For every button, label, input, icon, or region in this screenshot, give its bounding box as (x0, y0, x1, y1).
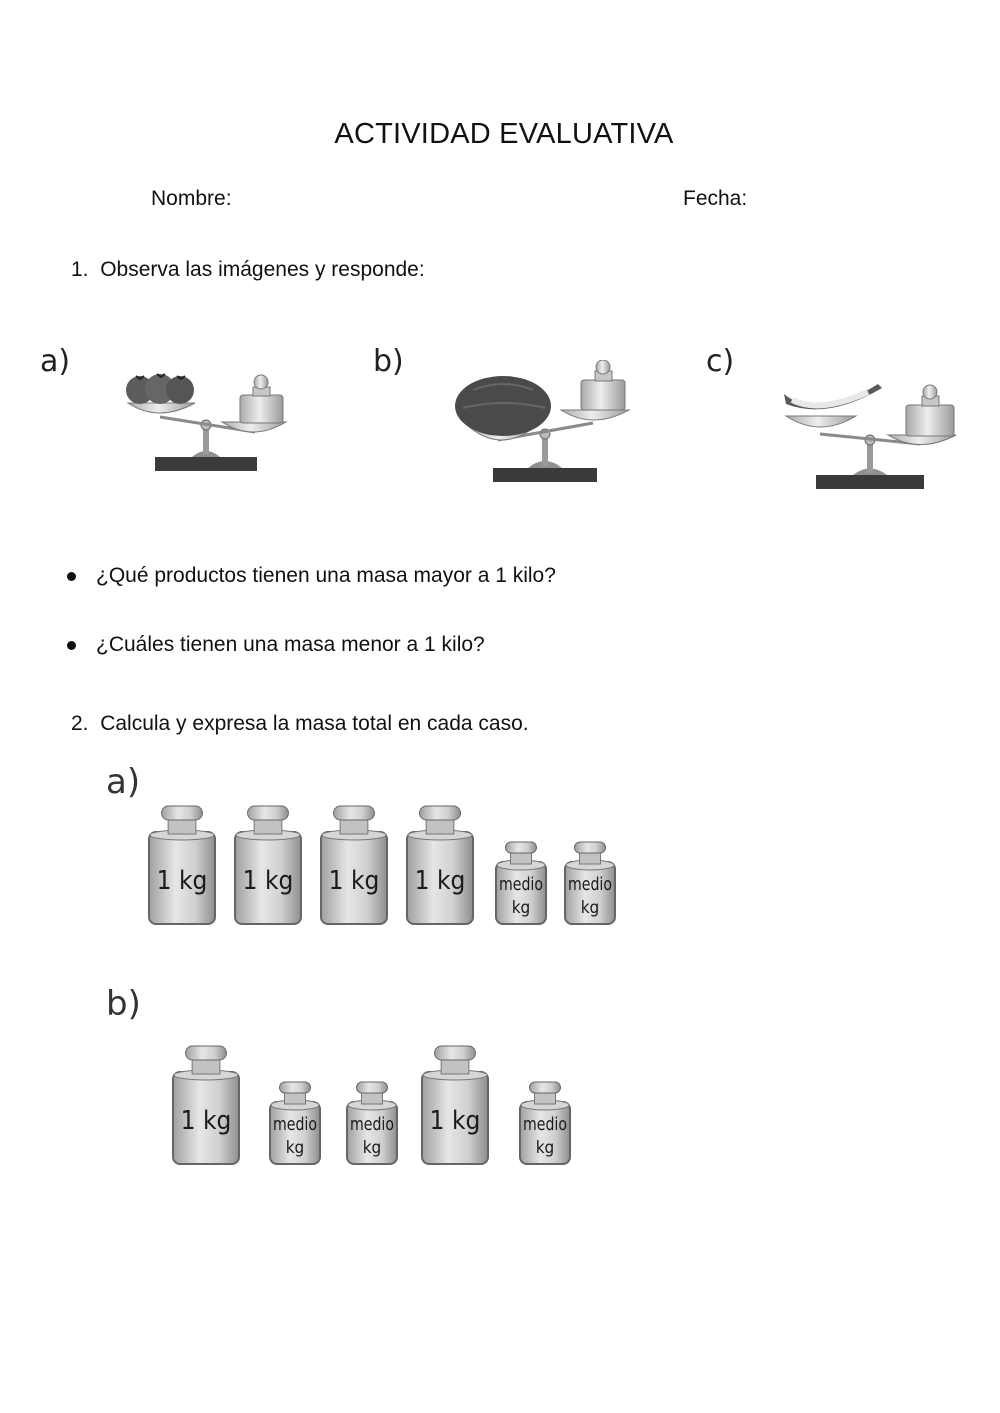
scale-b-letter: b) (373, 344, 404, 379)
weight-1kg-icon (235, 806, 301, 924)
weight-label-bottom: kg (580, 897, 600, 918)
weight-half-kg-icon (520, 1082, 570, 1164)
weight-half-kg-icon (347, 1082, 397, 1164)
scale-base (155, 457, 257, 471)
weight-label-bottom: kg (285, 1137, 305, 1158)
question-1-number: 1. (71, 258, 89, 281)
bullet-question-lighter: ¿Cuáles tienen una masa menor a 1 kilo? (96, 633, 485, 656)
name-label: Nombre: (151, 187, 232, 210)
group-b-letter: b) (106, 984, 141, 1024)
scale-left-pan (786, 416, 856, 427)
scale-a-tomatoes (120, 365, 295, 477)
weight-1kg-icon (173, 1046, 239, 1164)
scale-right-pan (561, 410, 629, 420)
weight-half-kg-icon (565, 842, 615, 924)
question-1-text: Observa las imágenes y responde: (100, 258, 425, 281)
bullet-question-heavier: ¿Qué productos tienen una masa mayor a 1 kilo? (96, 564, 556, 587)
weight-half-kg-icon (496, 842, 546, 924)
question-1 (71, 258, 425, 282)
page-title: ACTIVIDAD EVALUATIVA (334, 118, 674, 150)
weight-label-bottom: kg (535, 1137, 555, 1158)
scale-c-banana (778, 380, 960, 492)
weight-1kg-icon (149, 806, 215, 924)
weight-1kg-icon (422, 1046, 488, 1164)
weight-label-bottom: kg (511, 897, 531, 918)
weight-label-bottom: kg (362, 1137, 382, 1158)
scale-left-pan (128, 403, 195, 413)
weight-icon (240, 395, 283, 423)
scale-c-letter: c) (706, 344, 735, 379)
weight-label: 1 kg (156, 866, 208, 897)
weight-label-top: medio (568, 873, 613, 895)
question-2-number: 2. (71, 712, 89, 735)
question-2-text: Calcula y expresa la masa total en cada caso. (100, 712, 529, 735)
weight-icon (906, 405, 954, 436)
weight-1kg-icon (321, 806, 387, 924)
scale-b-watermelon (453, 360, 633, 485)
scale-base (816, 475, 924, 489)
weight-label-top: medio (523, 1113, 568, 1135)
weight-label: 1 kg (429, 1106, 481, 1137)
weight-icon (581, 380, 625, 410)
scale-base (493, 468, 597, 482)
weight-label: 1 kg (414, 866, 466, 897)
weight-label-top: medio (350, 1113, 395, 1135)
weight-1kg-icon (407, 806, 473, 924)
question-2 (71, 712, 529, 736)
weight-label-top: medio (499, 873, 544, 895)
weight-label: 1 kg (328, 866, 380, 897)
weights-group-b (165, 1030, 585, 1170)
weight-label: 1 kg (180, 1106, 232, 1137)
group-a-letter: a) (106, 762, 141, 802)
date-label: Fecha: (683, 187, 748, 210)
weight-label-top: medio (273, 1113, 318, 1135)
weight-label: 1 kg (242, 866, 294, 897)
weights-group-a (140, 800, 630, 935)
scale-a-letter: a) (40, 344, 71, 379)
weight-half-kg-icon (270, 1082, 320, 1164)
tomato-icon (126, 374, 194, 404)
